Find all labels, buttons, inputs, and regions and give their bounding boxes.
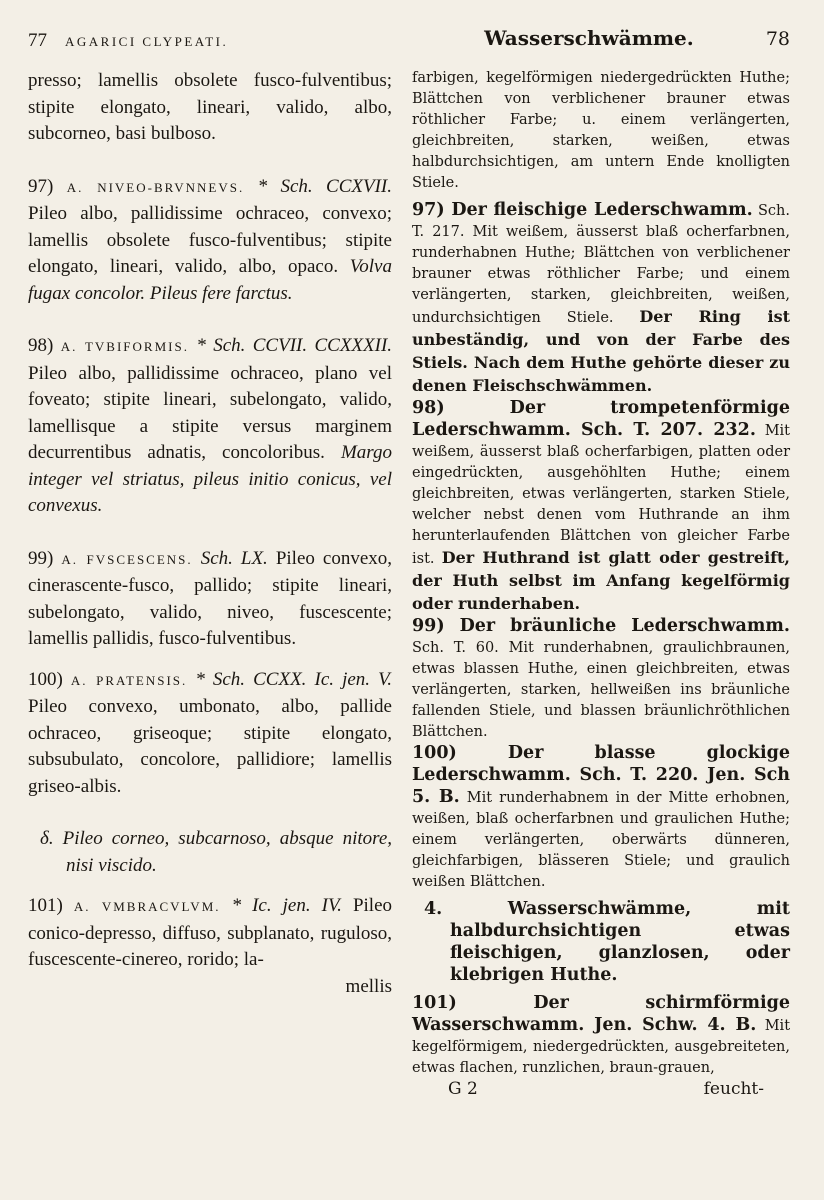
- entry-98-latin: [28, 333, 392, 520]
- right-running-head: Wasserschwämme.: [484, 26, 694, 50]
- entry-number: 101): [28, 895, 63, 916]
- italic-note: Margo integer vel striatus, pileus initio conicus, vel convexus.: [28, 442, 392, 516]
- entry-title: 98) Der trompetenförmige Lederschwamm. Sch. T. 207. 232.: [412, 398, 790, 440]
- left-running-head: AGARICI CLYPEATI.: [65, 34, 229, 49]
- species-name: A. FVSCESCENS.: [61, 551, 193, 567]
- footer-line: [412, 1079, 790, 1100]
- entry-97-german: [412, 200, 790, 398]
- section-delta: [28, 826, 392, 879]
- species-name: A. TVBIFORMIS.: [60, 339, 189, 354]
- entry-100-latin: [28, 667, 392, 801]
- right-header: [412, 28, 790, 68]
- left-paragraph: presso; lamellis obsolete fusco-fulventibus; stipite elongato, lineari, valido, albo, subcorneo, basi bulboso.: [28, 70, 392, 144]
- species-name: A. PRATENSIS.: [70, 672, 188, 688]
- entry-number: 99): [28, 547, 54, 569]
- description: Pileo albo, pallidissime ochraceo, plano vel foveato; stipite lineari, subelongato, valido, lamellisque a stipite versus marginem decurrentibus adnatis, concoloribus.: [28, 362, 392, 463]
- description: Sch. T. 217. Mit weißem, äusserst blaß ocherfarbnen, runderhabnen Huthe; Blättchen von verblichener brauner etwas röthlicher Farbe; und einem verlängerten, starken, gleichbreiten, weißen, undurchsichtigen Stiele.: [412, 203, 790, 326]
- right-page-number: 78: [765, 28, 790, 50]
- left-header: [28, 28, 392, 68]
- right-continuation: [412, 68, 790, 194]
- description: Mit runderhabnem in der Mitte erhobnen, weißen, blaß ocherfarbnen und graulichen Huthe; einem verlängerten, oberwärts dünneren, gleichfarbigen, blässeren Stiele; und graulich weißen Blättchen.: [412, 790, 791, 890]
- description: Mit kegelförmigem, niedergedrückten, ausgebreiteten, etwas flachen, runzlichen, braun-grauen,: [412, 1018, 791, 1076]
- signature-mark: G 2: [448, 1079, 478, 1099]
- entry-99-german: [412, 616, 790, 743]
- entry-number: 100): [28, 668, 63, 690]
- right-paragraph: farbigen, kegelförmigen niedergedrückten Huthe; Blättchen von verblichener brauner etwas röthlicher Farbe; u. einem verlängerten, gleichbreiten, starken, weißen, etwas halbdurchsichtigen, am untern Ende knolligten Stiele.: [412, 70, 790, 191]
- reference: Sch. LX.: [200, 547, 268, 569]
- entry-99-latin: [28, 546, 392, 653]
- catchword: feucht-: [703, 1079, 764, 1099]
- reference: * Sch. CCVII. CCXXXII.: [196, 335, 393, 356]
- bold-note: Der Huthrand ist glatt oder gestreift, der Huth selbst im Anfang kegelförmig oder runderhaben.: [412, 548, 791, 613]
- species-name: A. VMBRACVLVM.: [73, 899, 221, 914]
- entry-title: 97) Der fleischige Lederschwamm.: [412, 200, 753, 220]
- description: Pileo conico-depresso, diffuso, subplanato, ruguloso, fuscescente-cinereo, rorido; la-: [28, 895, 393, 970]
- entry-number: 98): [28, 335, 54, 356]
- entry-title: 101) Der schirmförmige Wasserschwamm. Jen. Schw. 4. B.: [412, 993, 790, 1035]
- reference: * Sch. CCXX. Ic. jen. V.: [195, 668, 392, 690]
- bold-note: Der Ring ist unbeständig, und von der Farbe des Stiels. Nach dem Huthe gehörte dieser zu denen Fleischschwämmen.: [412, 307, 791, 395]
- right-column: [412, 28, 790, 1100]
- entry-number: 97): [28, 175, 54, 197]
- left-column: [28, 28, 392, 1000]
- description: Pileo convexo, umbonato, albo, pallide ochraceo, griseoque; stipite elongato, subsubulato, concolore, pallidiore; lamellis griseo-albis.: [28, 696, 392, 797]
- entry-title: 100) Der blasse glockige Lederschwamm. Sch. T. 220. Jen. Sch 5. B.: [412, 743, 790, 807]
- entry-title: 99) Der bräunliche Lederschwamm.: [412, 616, 790, 636]
- entry-101-german: [412, 993, 790, 1079]
- left-page-number: 77: [28, 30, 47, 51]
- description: Pileo albo, pallidissime ochraceo, convexo; lamellis obsolete fusco-fulventibus; stipite elongato, lineari, valido, albo, opaco.: [28, 203, 392, 277]
- section-heading: δ. Pileo corneo, subcarnoso, absque nitore, nisi viscido.: [40, 828, 392, 876]
- section-4-heading: [412, 899, 790, 987]
- entry-97-latin: [28, 174, 392, 308]
- entry-101-latin: [28, 893, 392, 1000]
- italic-note: Volva fugax concolor. Pileus fere farctus.: [28, 256, 392, 304]
- reference: * Ic. jen. IV.: [231, 895, 342, 916]
- description: Mit weißem, äusserst blaß ocherfarbigen, platten oder eingedrückten, ausgehöhlten Huthe; einem gleichbreiten, etwas verlängerten, starken Stiele, welcher nebst denen vom Huthrande an ihm herunterlaufenden Blättchen von gleicher Farbe ist.: [412, 423, 790, 567]
- reference: * Sch. CCXVII.: [257, 175, 393, 197]
- species-name: A. NIVEO-BRVNNEVS.: [66, 179, 245, 195]
- entry-100-german: [412, 743, 790, 893]
- left-continuation: [28, 68, 392, 148]
- catchword: mellis: [345, 975, 392, 997]
- entry-98-german: [412, 398, 790, 616]
- description: Sch. T. 60. Mit runderhabnen, graulichbraunen, etwas blassen Huthe, einen gleichbreiten, etwas verlängerten, starken, hellweißen ins bräunliche fallenden Stiele, und blassen bräunlichröthlichen Blättchen.: [412, 640, 790, 740]
- description: Pileo convexo, cinerascente-fusco, pallido; stipite lineari, subelongato, valido, niveo, fuscescente; lamellis pallidis, fusco-fulventibus.: [28, 547, 393, 649]
- section-heading: 4. Wasserschwämme, mit halbdurchsichtigen etwas fleischigen, glanzlosen, oder klebrigen Huthe.: [424, 899, 790, 985]
